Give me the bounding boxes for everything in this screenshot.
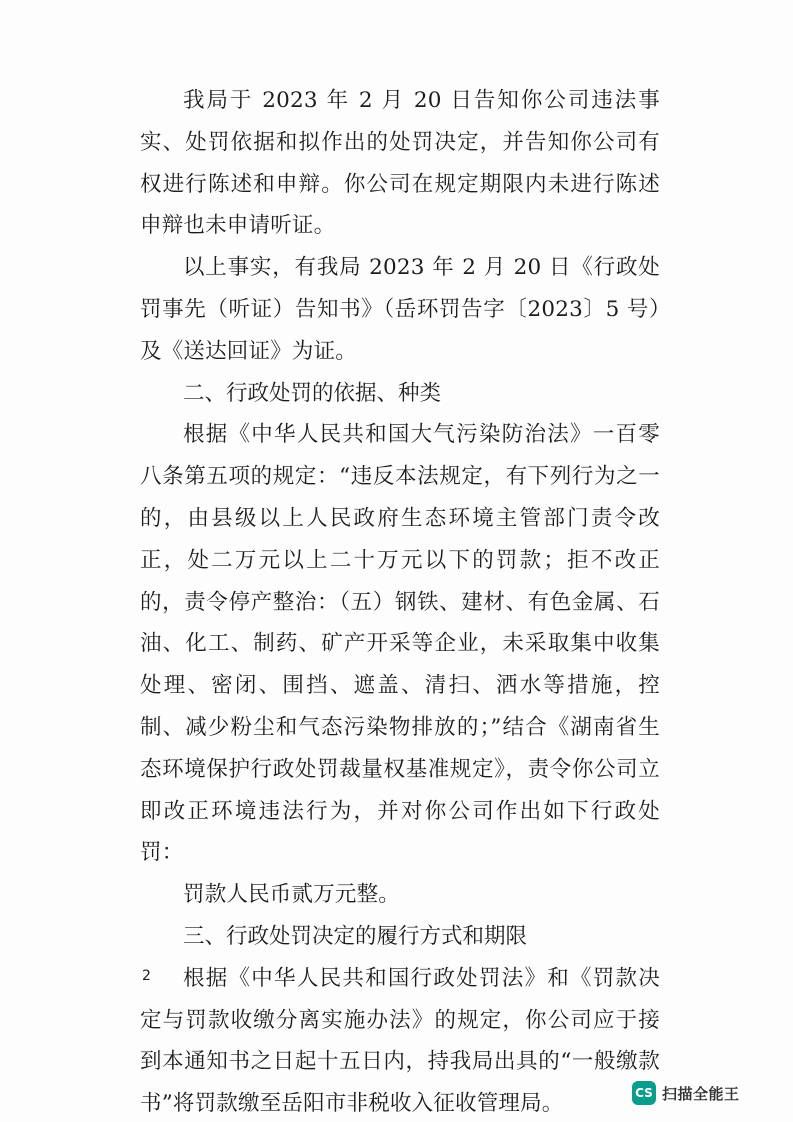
section-heading-payment: 三、行政处罚决定的履行方式和期限 [183, 923, 528, 949]
paragraph-legal-basis: 根据《中华人民共和国大气污染防治法》一百零八条第五项的规定：“违反本法规定，有下列行为之一的，由县级以上人民政府生态环境主管部门责令改正，处二万元以上二十万元以下的罚款；拒不改正的，责令停产整治：（五）钢铁、建材、有色金属、石油、化工、制药、矿产开采等企业，未采取集中收集处理、密闭、围挡、遮盖、清扫、洒水等措施，控制、减少粉尘和气态污染物排放的；”结合《湖南省生态环境保护行政处罚裁量权基准规定》，责令你公司立即改正环境违法行为，并对你公司作出如下行政处罚： [140, 422, 660, 866]
document-body [140, 80, 660, 1122]
paragraph-penalty-amount: 罚款人民币贰万元整。 [183, 882, 401, 908]
paragraph-evidence: 以上事实，有我局 2023 年 2 月 20 日《行政处罚事先（听证）告知书》（岳环罚告字〔2023〕5 号）及《送达回证》为证。 [140, 255, 660, 364]
scanner-watermark [632, 1081, 740, 1105]
section-heading-basis: 二、行政处罚的依据、种类 [183, 380, 442, 406]
scanner-app-name: 扫描全能王 [662, 1084, 740, 1103]
camscanner-logo-icon: CS [632, 1081, 656, 1105]
paragraph-notice: 我局于 2023 年 2 月 20 日告知你公司违法事实、处罚依据和拟作出的处罚决定，并告知你公司有权进行陈述和申辩。你公司在规定期限内未进行陈述申辩也未申请听证。 [140, 88, 660, 239]
page-number: 2 [142, 968, 151, 984]
paragraph-payment-method: 根据《中华人民共和国行政处罚法》和《罚款决定与罚款收缴分离实施办法》的规定，你公司应于接到本通知书之日起十五日内，持我局出具的“一般缴款书”将罚款缴至岳阳市非税收入征收管理局。 [140, 965, 660, 1117]
